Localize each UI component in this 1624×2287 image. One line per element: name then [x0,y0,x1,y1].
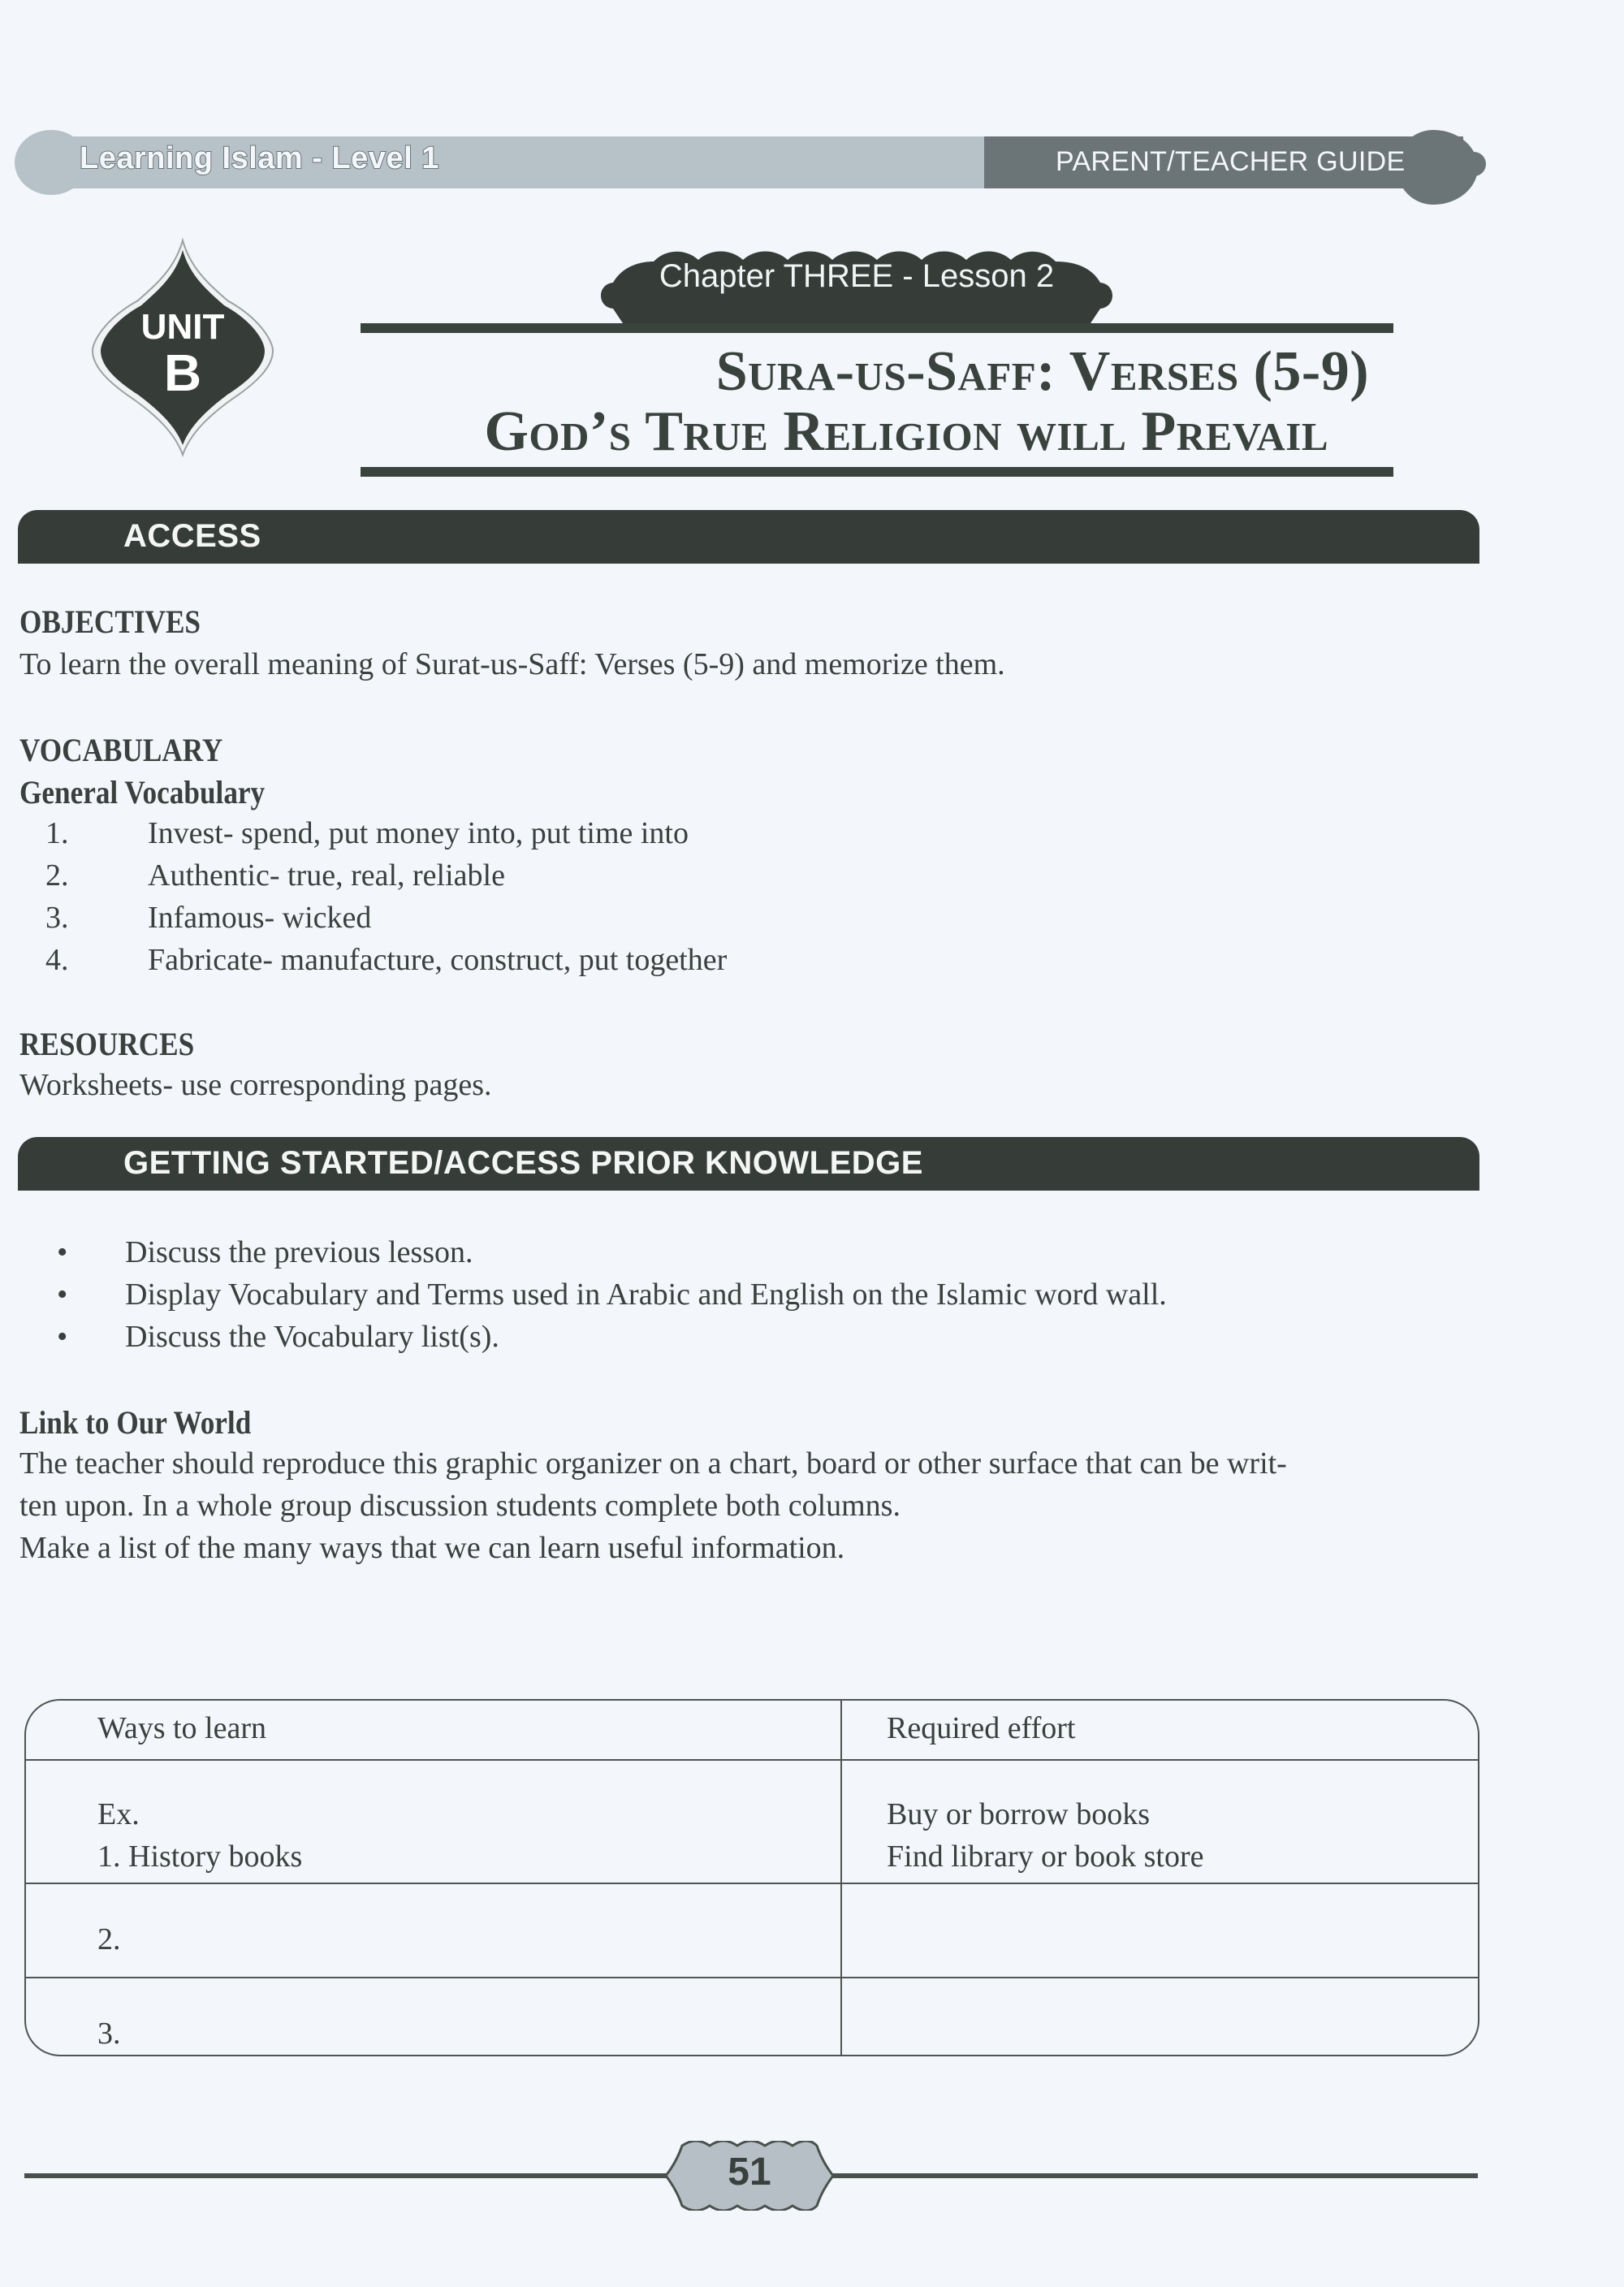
guide-label: PARENT/TEACHER GUIDE [1056,146,1406,177]
title-rule-bottom [361,467,1393,477]
vocabulary-text: Invest- spend, put money into, put time into [148,816,689,850]
general-vocabulary-heading: General Vocabulary [19,774,266,811]
bullet-icon: • [57,1278,68,1312]
objectives-heading: OBJECTIVES [19,603,201,640]
page-subtitle: God’s True Religion will Prevail [484,400,1328,463]
unit-letter: B [163,344,202,402]
bullet-text: Display Vocabulary and Terms used in Arabic and English on the Islamic word wall. [125,1278,1167,1312]
link-to-our-world-heading: Link to Our World [19,1404,252,1441]
link-text-line: The teacher should reproduce this graphic organizer on a chart, board or other surface that can be writ- [19,1446,1287,1481]
unit-word: UNIT [140,307,225,347]
vocabulary-text: Authentic- true, real, reliable [148,858,505,893]
vocabulary-number: 3. [45,901,69,935]
page-title: Sura-us-Saff: Verses (5-9) [715,340,1369,403]
access-section-label: ACCESS [123,518,261,554]
title-rule-top [361,323,1393,333]
table-cell: Ex. [97,1797,140,1831]
vocabulary-number: 1. [45,816,69,850]
bullet-icon: • [57,1235,68,1269]
chapter-lesson-label: Chapter THREE - Lesson 2 [659,258,1055,294]
table-row-divider [24,1883,1479,1884]
table-cell: 1. History books [97,1840,303,1874]
bullet-text: Discuss the previous lesson. [125,1235,473,1269]
graphic-organizer-table [24,1699,1479,2056]
table-column-divider [840,1699,842,2056]
resources-heading: RESOURCES [19,1026,195,1062]
resources-text: Worksheets- use corresponding pages. [19,1068,492,1102]
unit-label [89,309,276,400]
link-text-line: Make a list of the many ways that we can learn useful information. [19,1531,845,1565]
table-cell: 2. [97,1922,121,1956]
table-row-divider [24,1977,1479,1978]
vocabulary-heading: VOCABULARY [19,732,223,768]
table-header-effort: Required effort [887,1711,1076,1745]
vocabulary-text: Fabricate- manufacture, construct, put together [148,943,728,977]
vocabulary-text: Infamous- wicked [148,901,372,935]
getting-started-section-label: GETTING STARTED/ACCESS PRIOR KNOWLEDGE [123,1145,923,1181]
book-title: Learning Islam - Level 1 [80,141,439,175]
table-cell: Find library or book store [887,1840,1204,1874]
objectives-text: To learn the overall meaning of Surat-us-Saff: Verses (5-9) and memorize them. [19,647,1005,681]
vocabulary-number: 2. [45,858,69,893]
table-row-divider [24,1759,1479,1761]
table-cell: Buy or borrow books [887,1797,1151,1831]
bullet-text: Discuss the Vocabulary list(s). [125,1320,499,1354]
page-number: 51 [728,2151,771,2194]
header-right-ornament-tip [1462,152,1486,176]
bullet-icon: • [57,1320,68,1354]
link-text-line: ten upon. In a whole group discussion students complete both columns. [19,1489,901,1523]
vocabulary-number: 4. [45,943,69,977]
table-header-ways: Ways to learn [97,1711,266,1745]
table-cell: 3. [97,2017,121,2051]
